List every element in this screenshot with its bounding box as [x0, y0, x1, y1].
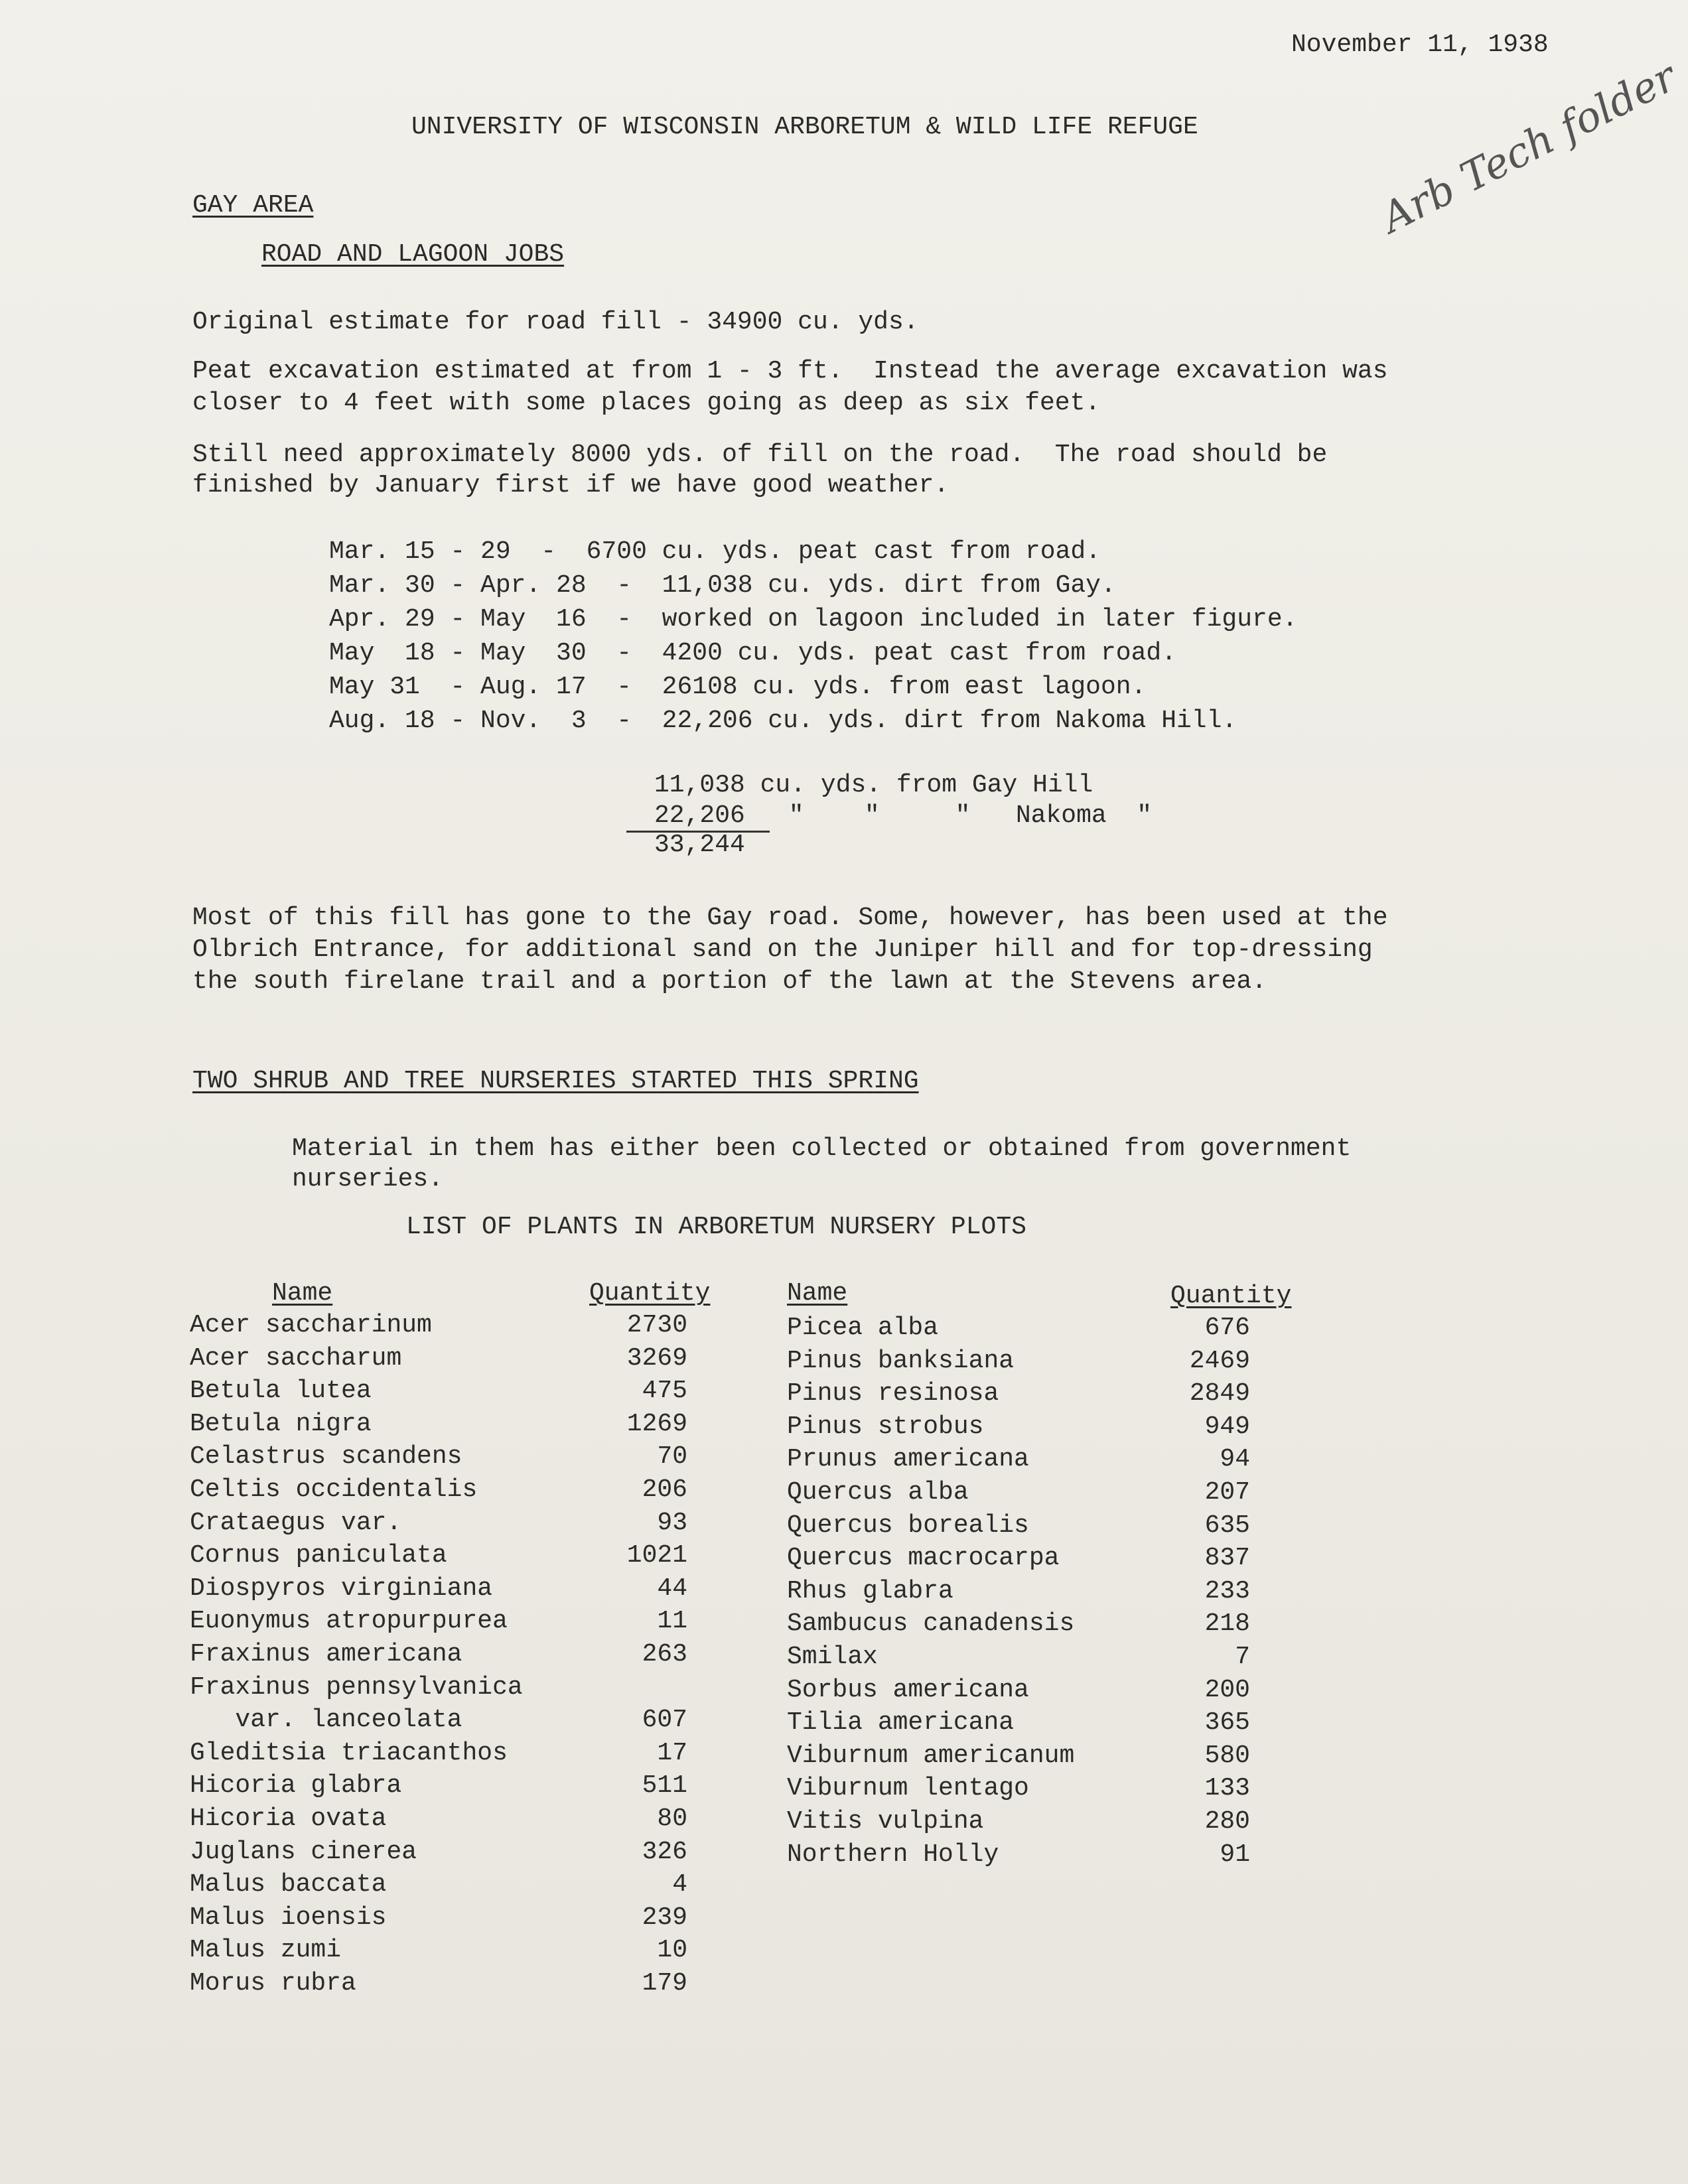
- plant-name: Hicoria ovata: [190, 1805, 387, 1833]
- sum-total: 33,244: [654, 831, 745, 859]
- plant-name: Tilia americana: [787, 1708, 1015, 1738]
- subheading-road-lagoon: ROAD AND LAGOON JOBS: [261, 240, 565, 269]
- plant-quantity: 17: [657, 1738, 687, 1767]
- plant-quantity: 70: [657, 1442, 687, 1471]
- paragraph-fill-use-2: Olbrich Entrance, for additional sand on the Juniper hill and for top-dressing: [192, 935, 1373, 964]
- plant-name: Pinus resinosa: [787, 1379, 999, 1408]
- schedule-line: Mar. 15 - 29 - 6700 cu. yds. peat cast from road.: [329, 537, 1101, 566]
- plant-name: Malus ioensis: [190, 1903, 387, 1932]
- plant-name: Viburnum americanum: [787, 1741, 1075, 1770]
- paragraph-estimate: Original estimate for road fill - 34900 cu. yds.: [192, 308, 919, 336]
- plant-quantity: 3269: [626, 1343, 687, 1373]
- plant-quantity: 233: [1204, 1576, 1250, 1605]
- plant-quantity: 837: [1204, 1544, 1250, 1573]
- plant-quantity: 263: [642, 1640, 687, 1669]
- plant-name: Betula lutea: [190, 1377, 372, 1406]
- plant-quantity: 635: [1204, 1511, 1250, 1540]
- plant-quantity: 179: [642, 1969, 687, 1998]
- plant-name: Pinus banksiana: [787, 1346, 1015, 1375]
- plant-name: Pinus strobus: [787, 1412, 984, 1441]
- plant-quantity: 4: [672, 1870, 687, 1899]
- handwritten-note: Arb Tech folder: [1373, 52, 1684, 243]
- paragraph-fill-1: Still need approximately 8000 yds. of fill on the road. The road should be: [192, 441, 1328, 469]
- paragraph-material-2: nurseries.: [292, 1165, 444, 1194]
- plant-name: Prunus americana: [787, 1445, 1029, 1474]
- plant-name: Juglans cinerea: [190, 1837, 417, 1866]
- plant-quantity: 11: [657, 1607, 687, 1636]
- plant-quantity: 949: [1204, 1412, 1250, 1441]
- plant-quantity: 239: [642, 1903, 687, 1932]
- section-heading-nurseries: TWO SHRUB AND TREE NURSERIES STARTED THIS SPRING: [192, 1067, 919, 1095]
- plant-quantity: 94: [1220, 1445, 1250, 1474]
- plant-quantity: 326: [642, 1837, 687, 1866]
- plant-quantity: 91: [1220, 1840, 1250, 1869]
- plant-quantity: 1021: [626, 1541, 687, 1570]
- paragraph-fill-2: finished by January first if we have good weather.: [192, 471, 950, 500]
- plant-name: var. lanceolata: [190, 1706, 462, 1735]
- right-column-name-header: Name: [787, 1279, 848, 1308]
- plant-quantity: 10: [657, 1936, 687, 1965]
- paragraph-peat-1: Peat excavation estimated at from 1 - 3 ft. Instead the average excavation was: [192, 357, 1388, 385]
- plant-name: Smilax: [787, 1643, 878, 1671]
- plant-name: Morus rubra: [190, 1969, 356, 1998]
- plant-quantity: 607: [642, 1706, 687, 1735]
- left-column-name-header: Name: [272, 1279, 333, 1308]
- paragraph-material-1: Material in them has either been collected or obtained from government: [292, 1134, 1352, 1163]
- plant-quantity: 2730: [626, 1311, 687, 1339]
- plant-name: Picea alba: [787, 1314, 939, 1342]
- plant-name: Sambucus canadensis: [787, 1609, 1075, 1639]
- schedule-line: Apr. 29 - May 16 - worked on lagoon included in later figure.: [329, 605, 1298, 634]
- plant-name: Sorbus americana: [787, 1675, 1029, 1704]
- plant-name: Northern Holly: [787, 1840, 999, 1869]
- plant-quantity: 1269: [626, 1409, 687, 1438]
- plant-quantity: 365: [1204, 1708, 1250, 1738]
- schedule-line: Mar. 30 - Apr. 28 - 11,038 cu. yds. dirt from Gay.: [329, 571, 1116, 600]
- plant-name: Cornus paniculata: [190, 1541, 447, 1570]
- plant-quantity: 200: [1204, 1675, 1250, 1704]
- plant-name: Crataegus var.: [190, 1508, 402, 1537]
- plant-name: Malus zumi: [190, 1936, 342, 1965]
- sum-line-gay: 11,038 cu. yds. from Gay Hill: [654, 771, 1093, 799]
- plant-quantity: 206: [642, 1475, 687, 1504]
- plant-name: Vitis vulpina: [787, 1807, 984, 1836]
- schedule-line: May 18 - May 30 - 4200 cu. yds. peat cast from road.: [329, 639, 1177, 667]
- schedule-line: May 31 - Aug. 17 - 26108 cu. yds. from east lagoon.: [329, 673, 1147, 701]
- plant-list-title: LIST OF PLANTS IN ARBORETUM NURSERY PLOTS: [406, 1213, 1026, 1241]
- plant-name: Gleditsia triacanthos: [190, 1738, 508, 1767]
- plant-quantity: 2469: [1189, 1346, 1250, 1375]
- plant-quantity: 80: [657, 1805, 687, 1833]
- plant-name: Euonymus atropurpurea: [190, 1607, 508, 1636]
- plant-name: Acer saccharinum: [190, 1311, 432, 1339]
- plant-name: Viburnum lentago: [787, 1774, 1029, 1803]
- paragraph-peat-2: closer to 4 feet with some places going as deep as six feet.: [192, 389, 1101, 417]
- plant-quantity: 511: [642, 1771, 687, 1801]
- plant-name: Diospyros virginiana: [190, 1574, 493, 1603]
- left-column-quantity-header: Quantity: [589, 1279, 711, 1308]
- section-heading-gay-area: GAY AREA: [192, 191, 314, 220]
- plant-name: Fraxinus americana: [190, 1640, 462, 1669]
- plant-quantity: 93: [657, 1508, 687, 1537]
- plant-quantity: 133: [1204, 1774, 1250, 1803]
- plant-name: Hicoria glabra: [190, 1771, 402, 1801]
- plant-quantity: 218: [1204, 1609, 1250, 1639]
- plant-name: Rhus glabra: [787, 1576, 953, 1605]
- plant-name: Quercus macrocarpa: [787, 1544, 1060, 1573]
- right-column-quantity-header: Quantity: [1170, 1282, 1292, 1310]
- plant-name: Betula nigra: [190, 1409, 372, 1438]
- plant-name: Quercus alba: [787, 1478, 969, 1507]
- plant-name: Celtis occidentalis: [190, 1475, 478, 1504]
- plant-name: Malus baccata: [190, 1870, 387, 1899]
- document-date: November 11, 1938: [1291, 31, 1549, 59]
- plant-quantity: 44: [657, 1574, 687, 1603]
- plant-name: Quercus borealis: [787, 1511, 1029, 1540]
- plant-name: Acer saccharum: [190, 1343, 402, 1373]
- sum-line-nakoma-label: " " " Nakoma ": [774, 801, 1153, 830]
- paragraph-fill-use-3: the south firelane trail and a portion of the lawn at the Stevens area.: [192, 967, 1267, 996]
- plant-name: Celastrus scandens: [190, 1442, 462, 1471]
- plant-quantity: 475: [642, 1377, 687, 1406]
- plant-quantity: 280: [1204, 1807, 1250, 1836]
- document-title: UNIVERSITY OF WISCONSIN ARBORETUM & WILD LIFE REFUGE: [411, 113, 1198, 141]
- plant-quantity: 2849: [1189, 1379, 1250, 1408]
- plant-quantity: 580: [1204, 1741, 1250, 1770]
- schedule-line: Aug. 18 - Nov. 3 - 22,206 cu. yds. dirt from Nakoma Hill.: [329, 707, 1237, 735]
- plant-quantity: 7: [1235, 1643, 1250, 1671]
- paragraph-fill-use-1: Most of this fill has gone to the Gay road. Some, however, has been used at the: [192, 904, 1388, 932]
- sum-line-nakoma-number: 22,206: [654, 801, 745, 830]
- plant-quantity: 676: [1204, 1314, 1250, 1342]
- plant-name: Fraxinus pennsylvanica: [190, 1672, 523, 1702]
- plant-quantity: 207: [1204, 1478, 1250, 1507]
